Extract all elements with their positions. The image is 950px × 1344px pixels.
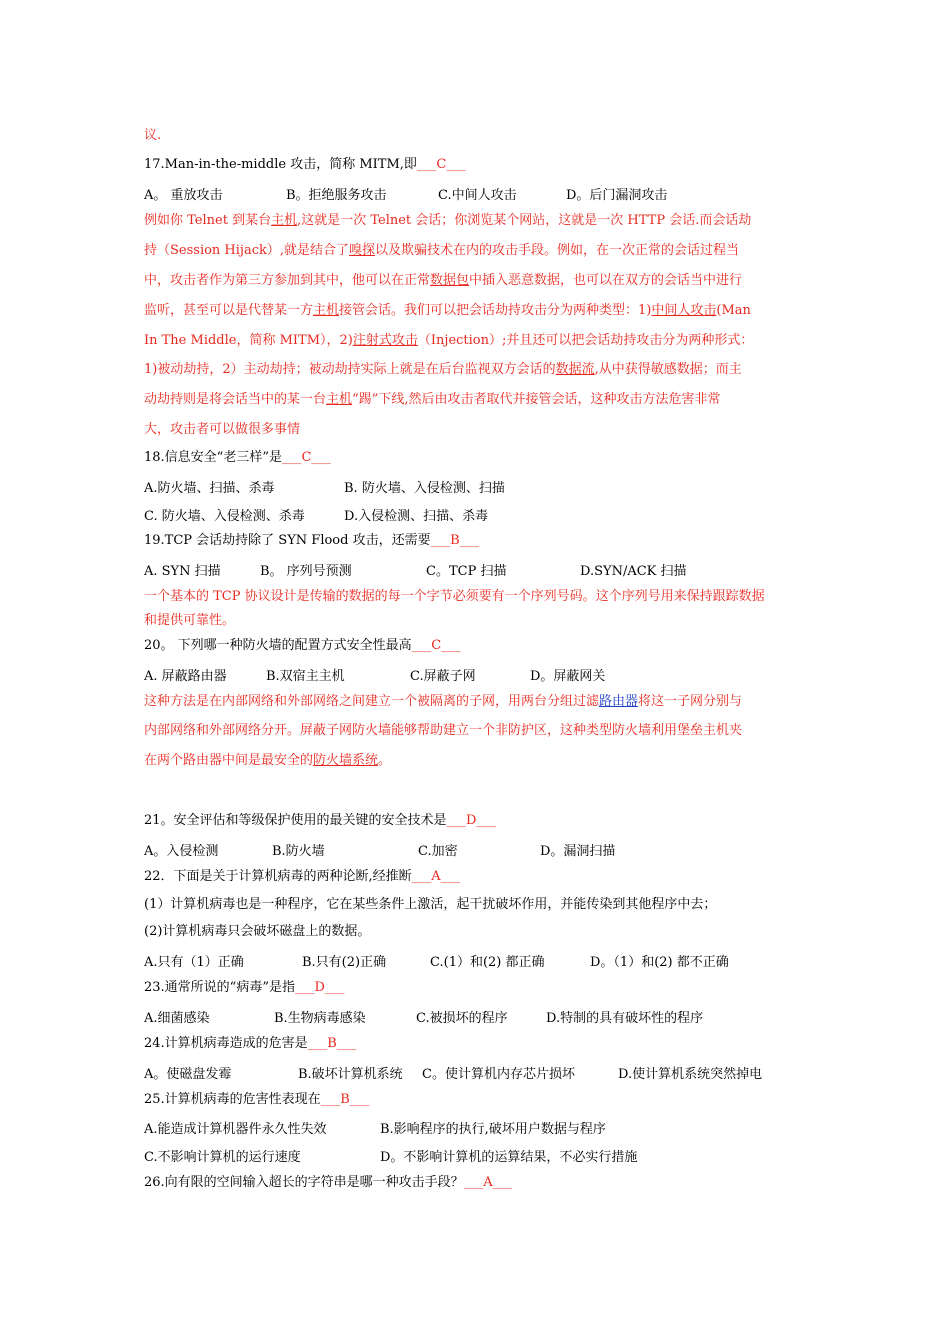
option-b: B.只有(2)正确: [302, 955, 387, 970]
question-text: 22．下面是关于计算机病毒的两种论断,经推断: [144, 869, 412, 884]
answer-letter: A: [483, 1175, 493, 1190]
answer-blank: ___B___: [430, 533, 480, 548]
option-d: D.SYN/ACK 扫描: [580, 564, 687, 579]
option-d: D。（1）和(2) 都不正确: [590, 955, 729, 970]
answer-letter: C: [301, 450, 312, 465]
statement-2: (2)计算机病毒只会破坏磁盘上的数据。: [144, 924, 371, 939]
answer-blank: ___B___: [320, 1092, 370, 1107]
option-c: C.(1）和(2) 都正确: [430, 955, 545, 970]
hyperlink-term: 数据包: [430, 273, 470, 288]
hyperlink-term: 主机: [271, 213, 298, 228]
hyperlink-term: 数据流: [555, 362, 595, 377]
option-a: A.细菌感染: [144, 1011, 210, 1026]
question-24: [144, 1035, 356, 1053]
option-d: D.特制的具有破坏性的程序: [546, 1011, 704, 1026]
question-25: [144, 1091, 369, 1109]
question-26: [144, 1174, 512, 1192]
explanation-line: 在两个路由器中间是最安全的防火墙系统。: [144, 753, 392, 768]
router-link[interactable]: 路由器: [599, 694, 639, 709]
explanation-line: In The Middle，简称 MITM），2)注射式攻击（Injection）;并且还可以把会话劫持攻击分为两种形式：: [144, 333, 754, 348]
question-21: [144, 812, 496, 830]
question-text: 23.通常所说的“病毒”是指: [144, 980, 295, 995]
hyperlink-term: 注射式攻击: [352, 333, 418, 348]
question-text: 21。安全评估和等级保护使用的最关键的安全技术是: [144, 813, 447, 828]
statement-1: (1）计算机病毒也是一种程序，它在某些条件上激活，起干扰破坏作用，并能传染到其他程序中去；: [144, 897, 717, 912]
option-a: A. SYN 扫描: [144, 564, 221, 579]
hyperlink-term: 主机: [313, 303, 340, 318]
option-a: A. 屏蔽路由器: [144, 669, 227, 684]
answer-letter: B: [327, 1036, 337, 1051]
option-b: B。 序列号预测: [260, 564, 352, 579]
option-d: D.入侵检测、扫描、杀毒: [344, 509, 489, 524]
explanation-line: 中，攻击者作为第三方参加到其中，他可以在正常数据包中插入恶意数据，也可以在双方的会话当中进行: [144, 273, 743, 288]
option-c: C. 防火墙、入侵检测、杀毒: [144, 509, 305, 524]
option-b: B. 防火墙、入侵检测、扫描: [344, 481, 505, 496]
option-c: C.不影响计算机的运行速度: [144, 1150, 301, 1165]
question-text: 26.向有限的空间输入超长的字符串是哪一种攻击手段？: [144, 1175, 464, 1190]
option-d: D。不影响计算机的运算结果，不必实行措施: [380, 1150, 638, 1165]
question-text: 19.TCP 会话劫持除了 SYN Flood 攻击，还需要: [144, 533, 431, 548]
answer-blank: ___C___: [411, 638, 461, 653]
question-19: [144, 532, 479, 550]
answer-blank: ___D___: [446, 813, 496, 828]
option-d: D.使计算机系统突然掉电: [618, 1067, 763, 1082]
option-d: D。后门漏洞攻击: [566, 188, 668, 203]
answer-letter: B: [450, 533, 460, 548]
option-b: B.防火墙: [272, 844, 325, 859]
explanation-line: 持（Session Hijack）,就是结合了嗅探以及欺骗技术在内的攻击手段。例如，在一次正常的会话过程当: [144, 243, 740, 258]
option-a: A.防火墙、扫描、杀毒: [144, 481, 275, 496]
continuation-text: 议.: [144, 128, 162, 143]
option-c: C.加密: [418, 844, 458, 859]
explanation-line: 1)被动劫持，2）主动劫持；被动劫持实际上就是在后台监视双方会话的数据流,从中获得敏感数据；而主: [144, 362, 742, 377]
explanation-line: 这种方法是在内部网络和外部网络之间建立一个被隔离的子网，用两台分组过滤路由器将这一子网分别与: [144, 694, 743, 709]
option-c: C.屏蔽子网: [410, 669, 476, 684]
answer-letter: C: [431, 638, 442, 653]
answer-letter: C: [436, 157, 447, 172]
option-b: B.双宿主主机: [266, 669, 345, 684]
option-d: D。漏洞扫描: [540, 844, 616, 859]
option-a: A.能造成计算机器件永久性失效: [144, 1122, 327, 1137]
explanation-line: 动劫持则是将会话当中的某一台主机“踢”下线,然后由攻击者取代并接管会话，这种攻击方法危害非常: [144, 392, 721, 407]
question-text: 20。 下列哪一种防火墙的配置方式安全性最高: [144, 638, 412, 653]
option-a: A.只有（1）正确: [144, 955, 244, 970]
answer-blank: ___C___: [281, 450, 331, 465]
explanation-line: 和提供可靠性。: [144, 613, 236, 628]
answer-blank: ___A___: [463, 1175, 513, 1190]
answer-letter: B: [340, 1092, 350, 1107]
option-c: C。使计算机内存芯片损坏: [422, 1067, 575, 1082]
hyperlink-term: 中间人攻击: [651, 303, 717, 318]
question-text: 18.信息安全“老三样”是: [144, 450, 282, 465]
option-c: C.中间人攻击: [438, 188, 517, 203]
answer-blank: ___A___: [411, 869, 461, 884]
explanation-line: 监听，甚至可以是代替某一方主机接管会话。我们可以把会话劫持攻击分为两种类型：1)中间人攻击(Man: [144, 303, 751, 318]
option-a: A。入侵检测: [144, 844, 219, 859]
option-b: B.破坏计算机系统: [298, 1067, 403, 1082]
explanation-line: 内部网络和外部网络分开。屏蔽子网防火墙能够帮助建立一个非防护区，这种类型防火墙利用堡垒主机夹: [144, 723, 743, 738]
answer-letter: A: [431, 869, 441, 884]
answer-letter: D: [466, 813, 477, 828]
option-a: A。使磁盘发霉: [144, 1067, 232, 1082]
option-c: C。TCP 扫描: [426, 564, 507, 579]
question-17: [144, 156, 466, 174]
answer-blank: ___D___: [294, 980, 345, 995]
option-b: B。拒绝服务攻击: [286, 188, 387, 203]
option-b: B.影响程序的执行,破坏用户数据与程序: [380, 1122, 606, 1137]
question-22: [144, 868, 460, 886]
answer-blank: ___C___: [416, 157, 466, 172]
option-c: C.被损坏的程序: [416, 1011, 508, 1026]
question-23: [144, 979, 344, 997]
answer-letter: D: [314, 980, 325, 995]
hyperlink-term: 嗅探: [349, 243, 376, 258]
hyperlink-term: 主机: [326, 392, 353, 407]
question-text: 24.计算机病毒造成的危害是: [144, 1036, 308, 1051]
question-18: [144, 449, 331, 467]
option-d: D。屏蔽网关: [530, 669, 606, 684]
hyperlink-term: 防火墙系统: [313, 753, 379, 768]
question-20: [144, 637, 461, 655]
question-text: 17.Man-in-the-middle 攻击，简称 MITM,即: [144, 157, 417, 172]
explanation-line: 例如你 Telnet 到某台主机,这就是一次 Telnet 会话；你浏览某个网站，这就是一次 HTTP 会话.而会话劫: [144, 213, 752, 228]
question-text: 25.计算机病毒的危害性表现在: [144, 1092, 321, 1107]
explanation-line: 大，攻击者可以做很多事情: [144, 422, 301, 437]
answer-blank: ___B___: [307, 1036, 357, 1051]
option-b: B.生物病毒感染: [274, 1011, 366, 1026]
explanation-line: 一个基本的 TCP 协议设计是传输的数据的每一个字节必须要有一个序列号码。这个序列号用来保持跟踪数据: [144, 589, 765, 604]
option-a: A。 重放攻击: [144, 188, 223, 203]
